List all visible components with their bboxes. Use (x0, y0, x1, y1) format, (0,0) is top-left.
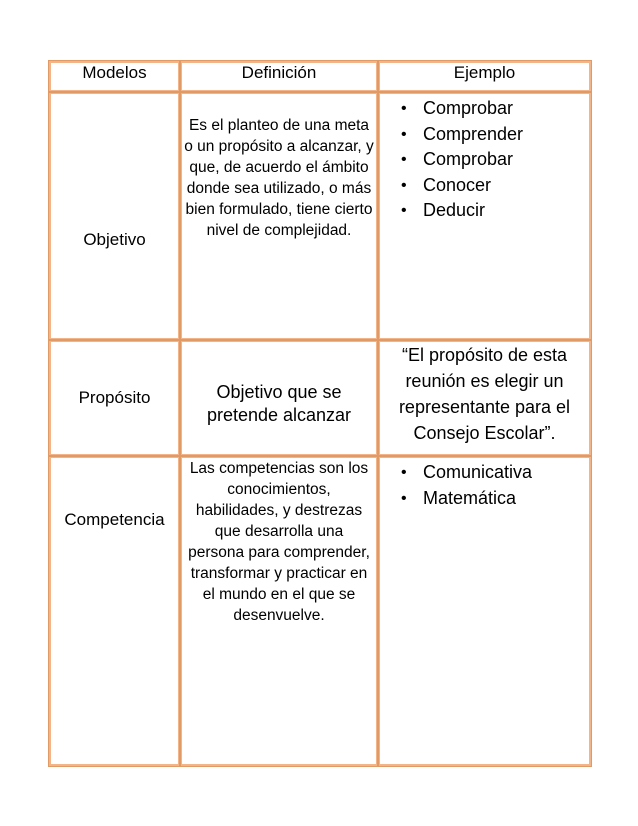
definition-text: Las competencias son los conocimientos, habilidades, y destrezas que desarrolla una persona para comprender, transformar y practicar en el mundo en el que se desenvuelve. (188, 460, 370, 624)
table-row (49, 92, 591, 340)
model-proposito: Propósito (49, 340, 180, 456)
definition-text: Objetivo que se pretende alcanzar (206, 382, 352, 425)
models-table (48, 60, 592, 767)
definition-objetivo (180, 92, 378, 340)
list-item: • Comunicativa (423, 460, 589, 486)
example-proposito (378, 340, 591, 456)
list-item: • Conocer (423, 173, 589, 199)
header-definicion: Definición (180, 61, 378, 92)
header-ejemplo: Ejemplo (378, 61, 591, 92)
example-list (380, 460, 589, 511)
header-row (49, 61, 591, 92)
list-item: • Comprobar (423, 96, 589, 122)
model-competencia: Competencia (49, 456, 180, 766)
list-item: • Comprender (423, 122, 589, 148)
table-row (49, 456, 591, 766)
list-item: • Matemática (423, 486, 589, 512)
definition-competencia (180, 456, 378, 766)
definition-proposito (180, 340, 378, 456)
table-row (49, 340, 591, 456)
list-item: • Comprobar (423, 147, 589, 173)
example-objetivo (378, 92, 591, 340)
header-modelos: Modelos (49, 61, 180, 92)
example-competencia (378, 456, 591, 766)
list-item: • Deducir (423, 198, 589, 224)
example-quote: “El propósito de esta reunión es elegir un representante para el Consejo Escolar”. (398, 345, 571, 443)
model-objetivo: Objetivo (49, 92, 180, 340)
example-list (380, 96, 589, 224)
definition-text: Es el planteo de una meta o un propósito a alcanzar, y que, de acuerdo el ámbito donde sea utilizado, o más bien formulado, tiene cierto nivel de complejidad. (184, 117, 374, 239)
